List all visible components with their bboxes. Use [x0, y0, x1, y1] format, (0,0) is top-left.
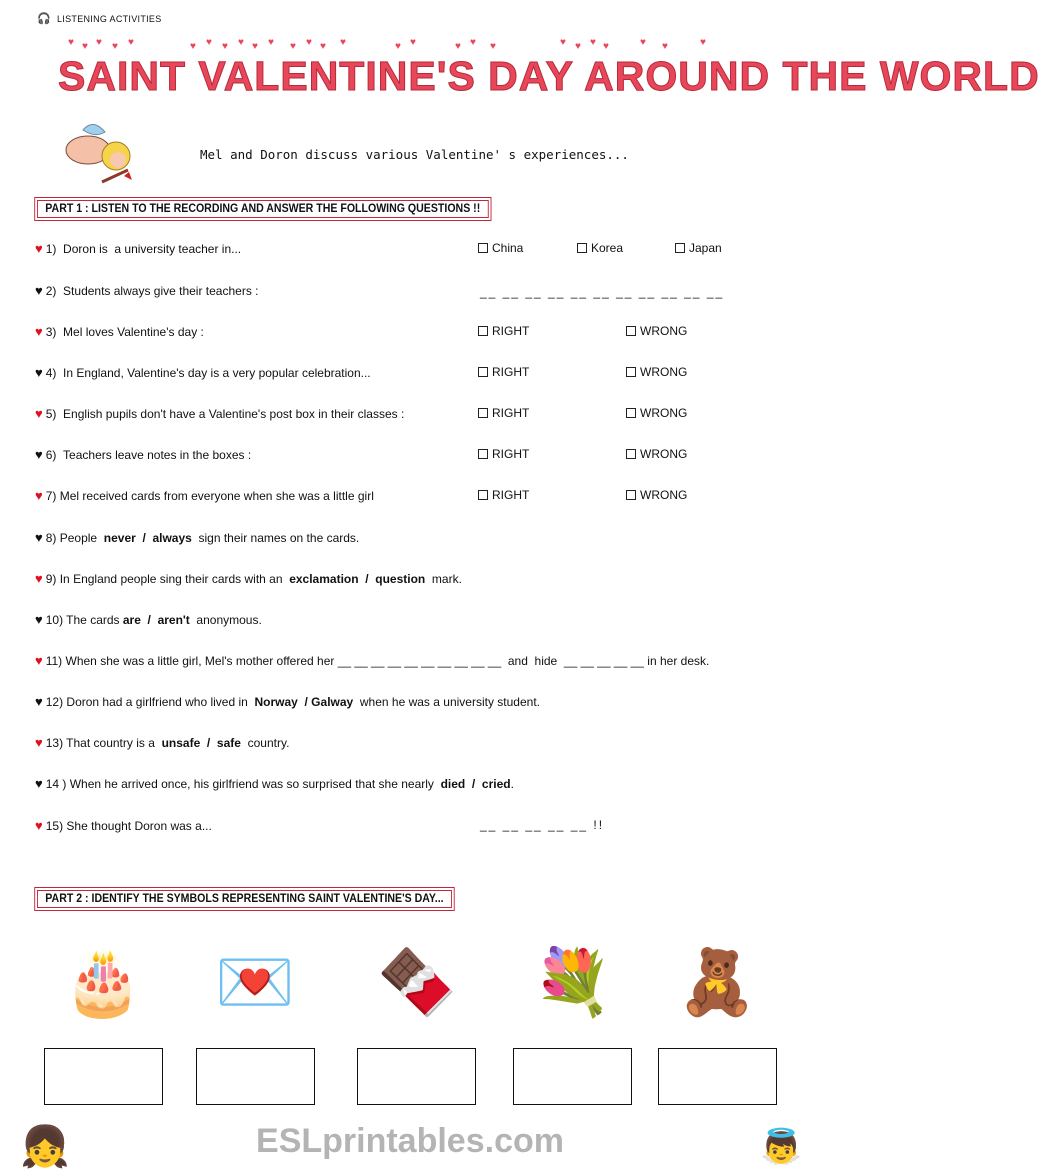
question-text: anonymous. — [189, 613, 262, 627]
part2-heading: PART 2 : IDENTIFY THE SYMBOLS REPRESENTING SAINT VALENTINE'S DAY... — [37, 890, 452, 908]
option-right[interactable] — [478, 488, 529, 503]
question-4 — [35, 365, 371, 381]
heart-icon: ♥ — [35, 694, 43, 709]
checkbox[interactable] — [626, 326, 636, 336]
heart-icon: ♥ — [35, 406, 43, 421]
question-text: 3) Mel loves Valentine's day : — [45, 325, 204, 339]
heart-icon: ♥ — [35, 365, 43, 380]
question-text: sign their names on the cards. — [191, 531, 360, 545]
girl-with-heart-icon: 👧 — [20, 1125, 70, 1169]
option-wrong[interactable] — [626, 365, 687, 380]
question-3 — [35, 324, 204, 340]
question-8 — [35, 530, 359, 546]
page-title: SAINT VALENTINE'S DAY AROUND THE WORLD — [58, 53, 1040, 99]
question-text: 14 ) When he arrived once, his girlfriend was so surprised that she nearly — [45, 777, 441, 791]
checkbox[interactable] — [626, 449, 636, 459]
header-label: LISTENING ACTIVITIES — [57, 14, 162, 24]
option-label: China — [492, 241, 524, 255]
option-korea[interactable] — [577, 241, 623, 256]
headphones-icon: 🎧 — [37, 13, 51, 25]
question-text: 7) Mel received cards from everyone when she was a little girl — [45, 489, 374, 503]
option-label: RIGHT — [492, 488, 530, 502]
checkbox[interactable] — [478, 367, 488, 377]
answer-choices[interactable]: never / always — [103, 531, 192, 545]
heart-icon: ♥ — [35, 818, 43, 833]
question-text: 12) Doron had a girlfriend who lived in — [45, 695, 255, 709]
teddy-bear-icon: 🧸 — [677, 946, 757, 1018]
option-wrong[interactable] — [626, 324, 687, 339]
heart-icon: ♥ — [35, 653, 43, 668]
love-letter-icon: 💌 — [215, 946, 295, 1018]
answer-choices[interactable]: exclamation / question — [289, 572, 426, 586]
heart-icon: ♥ — [238, 37, 244, 48]
question-text: 15) She thought Doron was a... — [45, 819, 212, 833]
option-label: WRONG — [640, 365, 688, 379]
option-label: RIGHT — [492, 447, 530, 461]
heart-icon: ♥ — [575, 41, 581, 52]
angel-icon: 👼 — [760, 1128, 803, 1166]
heart-icon: ♥ — [35, 324, 43, 339]
answer-choices[interactable]: Norway / Galway — [254, 695, 354, 709]
question-15 — [35, 818, 212, 834]
answer-choices[interactable]: unsafe / safe — [161, 736, 241, 750]
heart-icon: ♥ — [82, 41, 88, 52]
question-text: when he was a university student. — [353, 695, 540, 709]
option-wrong[interactable] — [626, 406, 687, 421]
heart-icon: ♥ — [662, 41, 668, 52]
heart-icon: ♥ — [410, 37, 416, 48]
option-label: WRONG — [640, 324, 688, 338]
cake-icon: 🎂 — [63, 946, 143, 1018]
heart-icon: ♥ — [320, 41, 326, 52]
heart-icon: ♥ — [35, 735, 43, 750]
answer-box[interactable] — [658, 1048, 777, 1105]
option-right[interactable] — [478, 324, 529, 339]
heart-icon: ♥ — [222, 41, 228, 52]
question-6 — [35, 447, 251, 463]
option-label: Japan — [689, 241, 722, 255]
option-label: WRONG — [640, 447, 688, 461]
question-text: 13) That country is a — [45, 736, 162, 750]
question-text: 11) When she was a little girl, Mel's mother offered her __ __ __ __ __ __ __ __ __ __ and hide __ __ __ __ __ in her desk. — [45, 654, 710, 668]
heart-icon: ♥ — [590, 37, 596, 48]
heart-icon: ♥ — [395, 41, 401, 52]
question-text: 2) Students always give their teachers : — [45, 284, 259, 298]
question-14 — [35, 776, 514, 792]
answer-blank[interactable]: __ __ __ __ __ __ __ __ __ __ __ — [480, 285, 725, 299]
header — [37, 12, 162, 25]
option-label: RIGHT — [492, 365, 530, 379]
heart-icon: ♥ — [252, 41, 258, 52]
heart-icon: ♥ — [455, 41, 461, 52]
heart-icon: ♥ — [35, 612, 43, 627]
option-right[interactable] — [478, 365, 529, 380]
checkbox[interactable] — [675, 243, 685, 253]
question-text: 9) In England people sing their cards with an — [45, 572, 290, 586]
heart-icon: ♥ — [112, 41, 118, 52]
option-wrong[interactable] — [626, 447, 687, 462]
boy-with-flowers-icon: 💐 — [533, 946, 613, 1018]
heart-icon: ♥ — [640, 37, 646, 48]
question-text: . — [510, 777, 514, 791]
heart-icon: ♥ — [560, 37, 566, 48]
cupid-icon — [58, 120, 142, 190]
checkbox[interactable] — [577, 243, 587, 253]
checkbox[interactable] — [478, 243, 488, 253]
heart-icon: ♥ — [35, 776, 43, 791]
option-label: RIGHT — [492, 406, 530, 420]
question-text: country. — [240, 736, 290, 750]
heart-icon: ♥ — [35, 447, 43, 462]
answer-box[interactable] — [513, 1048, 632, 1105]
answer-blank[interactable]: __ __ __ __ __ !! — [480, 818, 605, 832]
option-label: Korea — [591, 241, 624, 255]
heart-icon: ♥ — [306, 37, 312, 48]
heart-icon: ♥ — [190, 41, 196, 52]
part1-heading: PART 1 : LISTEN TO THE RECORDING AND ANSWER THE FOLLOWING QUESTIONS !! — [37, 200, 489, 218]
question-11 — [35, 653, 709, 669]
heart-icon: ♥ — [128, 37, 134, 48]
option-label: WRONG — [640, 406, 688, 420]
heart-icon: ♥ — [340, 37, 346, 48]
option-right[interactable] — [478, 447, 529, 462]
heart-icon: ♥ — [268, 37, 274, 48]
checkbox[interactable] — [626, 367, 636, 377]
checkbox[interactable] — [478, 408, 488, 418]
heart-icon: ♥ — [35, 571, 43, 586]
option-right[interactable] — [478, 406, 529, 421]
heart-icon: ♥ — [68, 37, 74, 48]
heart-icon: ♥ — [35, 283, 43, 298]
checkbox[interactable] — [626, 408, 636, 418]
heart-icon: ♥ — [470, 37, 476, 48]
question-text: 6) Teachers leave notes in the boxes : — [45, 448, 252, 462]
question-13 — [35, 735, 289, 751]
question-text: mark. — [425, 572, 462, 586]
question-text: 10) The cards — [45, 613, 123, 627]
question-9 — [35, 571, 462, 587]
option-label: RIGHT — [492, 324, 530, 338]
intro-text: Mel and Doron discuss various Valentine' s experiences... — [200, 147, 629, 162]
checkbox[interactable] — [626, 490, 636, 500]
question-2 — [35, 283, 259, 299]
heart-icon: ♥ — [35, 488, 43, 503]
heart-icon: ♥ — [490, 41, 496, 52]
heart-icon: ♥ — [96, 37, 102, 48]
heart-icon: ♥ — [35, 241, 43, 256]
answer-box[interactable] — [44, 1048, 163, 1105]
watermark: ESLprintables.com — [256, 1122, 564, 1160]
question-text: 1) Doron is a university teacher in... — [45, 242, 242, 256]
heart-icon: ♥ — [290, 41, 296, 52]
option-japan[interactable] — [675, 241, 722, 256]
heart-icon: ♥ — [700, 37, 706, 48]
question-10 — [35, 612, 262, 628]
answer-box[interactable] — [196, 1048, 315, 1105]
heart-icon: ♥ — [35, 530, 43, 545]
answer-box[interactable] — [357, 1048, 476, 1105]
option-china[interactable] — [478, 241, 523, 256]
question-text: 5) English pupils don't have a Valentine's post box in their classes : — [45, 407, 405, 421]
checkbox[interactable] — [478, 449, 488, 459]
heart-chocolate-box-icon: 🍫 — [377, 946, 457, 1018]
question-12 — [35, 694, 540, 710]
checkbox[interactable] — [478, 326, 488, 336]
question-7 — [35, 488, 374, 504]
option-wrong[interactable] — [626, 488, 687, 503]
heart-icon: ♥ — [603, 41, 609, 52]
question-text: 8) People — [45, 531, 104, 545]
question-1 — [35, 241, 241, 257]
checkbox[interactable] — [478, 490, 488, 500]
answer-choices[interactable]: are / aren't — [122, 613, 190, 627]
option-label: WRONG — [640, 488, 688, 502]
heart-icon: ♥ — [206, 37, 212, 48]
question-text: 4) In England, Valentine's day is a very popular celebration... — [45, 366, 371, 380]
question-5 — [35, 406, 404, 422]
answer-choices[interactable]: died / cried — [440, 777, 511, 791]
